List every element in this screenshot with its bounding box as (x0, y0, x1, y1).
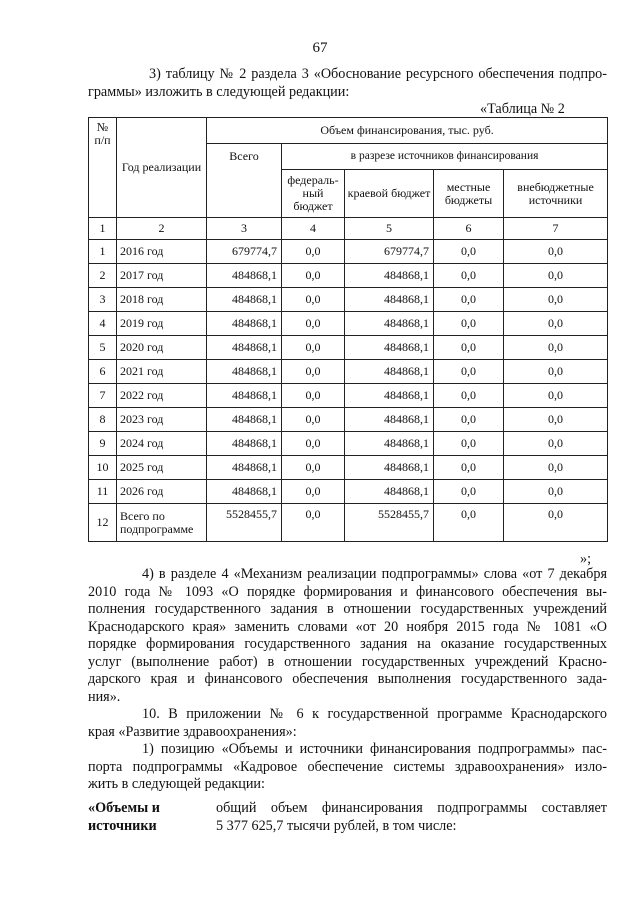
cell-federal: 0,0 (282, 480, 345, 504)
header-num: № п/п (89, 118, 117, 218)
header-year: Год реализации (117, 118, 207, 218)
cell-regional: 484868,1 (345, 264, 434, 288)
cell-federal: 0,0 (282, 384, 345, 408)
table-row (89, 336, 608, 360)
cell-total: 484868,1 (207, 288, 282, 312)
para4-line: 4) в разделе 4 «Механизм реализации подпрограммы» слова «от 7 декабря (142, 566, 607, 582)
para1-line: жить в следующей редакции: (88, 776, 265, 792)
para4-line: дарского края и финансового обеспечения выполнения государственного зада- (88, 671, 607, 687)
cell-regional: 484868,1 (345, 336, 434, 360)
cell-extra: 0,0 (504, 384, 608, 408)
passport-value-line: 5 377 625,7 тысячи рублей, в том числе: (216, 817, 457, 834)
table-row (89, 408, 608, 432)
cell-local: 0,0 (434, 456, 504, 480)
cell-local: 0,0 (434, 432, 504, 456)
cell-year: 2020 год (117, 336, 207, 360)
cell-extra: 0,0 (504, 336, 608, 360)
header-extra: внебюджетные источники (504, 170, 608, 218)
colnum-1: 1 (89, 218, 117, 240)
cell-n: 1 (89, 240, 117, 264)
cell-total: 484868,1 (207, 432, 282, 456)
para4-line: порядке формирования государственного задания на оказание государственных (88, 636, 607, 652)
cell-year: 2016 год (117, 240, 207, 264)
cell-local: 0,0 (434, 384, 504, 408)
cell-n: 5 (89, 336, 117, 360)
cell-federal: 0,0 (282, 456, 345, 480)
table-row (89, 288, 608, 312)
cell-total: 484868,1 (207, 264, 282, 288)
cell-regional: 484868,1 (345, 360, 434, 384)
total-row-local: 0,0 (434, 504, 504, 542)
total-row-regional: 5528455,7 (345, 504, 434, 542)
header-regional: краевой бюджет (345, 170, 434, 218)
table-caption: «Таблица № 2 (480, 101, 565, 117)
cell-regional: 484868,1 (345, 384, 434, 408)
table-row (89, 432, 608, 456)
paragraph-4 (88, 566, 607, 706)
table-row (89, 456, 608, 480)
header-funding: Объем финансирования, тыс. руб. (207, 118, 608, 144)
header-federal: федераль-ный бюджет (282, 170, 345, 218)
para4-line: Краснодарского края» заменить словами «от 20 ноября 2015 года № 1081 «О (88, 618, 607, 635)
cell-year: 2026 год (117, 480, 207, 504)
cell-total: 484868,1 (207, 408, 282, 432)
para4-line: полнения государственного задания в отношении государственных учреждений (88, 601, 607, 617)
cell-extra: 0,0 (504, 360, 608, 384)
passport-value-line: общий объем финансирования подпрограммы составляет (216, 800, 607, 816)
cell-year: 2022 год (117, 384, 207, 408)
cell-extra: 0,0 (504, 432, 608, 456)
intro-line-1: 3) таблицу № 2 раздела 3 «Обоснование ресурсного обеспечения подпро- (149, 66, 607, 82)
cell-total: 484868,1 (207, 336, 282, 360)
cell-extra: 0,0 (504, 288, 608, 312)
table-row (89, 480, 608, 504)
resource-table (88, 117, 608, 542)
cell-federal: 0,0 (282, 240, 345, 264)
table-row (89, 384, 608, 408)
intro-line-2: граммы» изложить в следующей редакции: (88, 84, 350, 100)
cell-year: 2024 год (117, 432, 207, 456)
total-row-total: 5528455,7 (207, 504, 282, 542)
cell-regional: 484868,1 (345, 312, 434, 336)
cell-year: 2018 год (117, 288, 207, 312)
cell-local: 0,0 (434, 288, 504, 312)
header-local: местные бюджеты (434, 170, 504, 218)
para10-line: 10. В приложении № 6 к государственной программе Краснодарского (142, 706, 607, 722)
total-row-label: Всего по подпрограмме (117, 504, 207, 542)
cell-n: 4 (89, 312, 117, 336)
cell-local: 0,0 (434, 480, 504, 504)
colnum-4: 4 (282, 218, 345, 240)
para4-line: 2010 года № 1093 «О порядке формирования и финансового обеспечения вы- (88, 583, 607, 600)
cell-federal: 0,0 (282, 264, 345, 288)
cell-year: 2021 год (117, 360, 207, 384)
cell-extra: 0,0 (504, 240, 608, 264)
cell-federal: 0,0 (282, 432, 345, 456)
passport-label-line: источники (88, 817, 157, 834)
colnum-5: 5 (345, 218, 434, 240)
para10-line: края «Развитие здравоохранения»: (88, 723, 297, 740)
total-row-federal: 0,0 (282, 504, 345, 542)
page-number: 67 (312, 40, 328, 56)
cell-total: 484868,1 (207, 384, 282, 408)
cell-local: 0,0 (434, 336, 504, 360)
cell-local: 0,0 (434, 360, 504, 384)
cell-federal: 0,0 (282, 312, 345, 336)
colnum-7: 7 (504, 218, 608, 240)
cell-regional: 484868,1 (345, 288, 434, 312)
cell-local: 0,0 (434, 408, 504, 432)
header-by-source: в разрезе источников финансирования (282, 144, 608, 170)
cell-year: 2025 год (117, 456, 207, 480)
cell-regional: 484868,1 (345, 432, 434, 456)
cell-n: 9 (89, 432, 117, 456)
cell-regional: 484868,1 (345, 408, 434, 432)
cell-local: 0,0 (434, 312, 504, 336)
passport-label (88, 800, 208, 835)
para4-line: услуг (выполнение работ) в отношении государственных учреждений Красно- (88, 653, 607, 670)
cell-n: 3 (89, 288, 117, 312)
cell-regional: 484868,1 (345, 480, 434, 504)
paragraph-1 (88, 741, 607, 794)
table-body (89, 240, 608, 504)
table-end-mark: »; (580, 551, 592, 567)
cell-total: 679774,7 (207, 240, 282, 264)
para1-line: порта подпрограммы «Кадровое обеспечение системы здравоохранения» изло- (88, 758, 607, 775)
cell-n: 10 (89, 456, 117, 480)
cell-n: 11 (89, 480, 117, 504)
colnum-2: 2 (117, 218, 207, 240)
cell-federal: 0,0 (282, 336, 345, 360)
cell-n: 2 (89, 264, 117, 288)
cell-local: 0,0 (434, 264, 504, 288)
cell-extra: 0,0 (504, 480, 608, 504)
passport-value (216, 800, 607, 835)
cell-year: 2023 год (117, 408, 207, 432)
cell-extra: 0,0 (504, 264, 608, 288)
table-row (89, 240, 608, 264)
cell-federal: 0,0 (282, 288, 345, 312)
cell-extra: 0,0 (504, 456, 608, 480)
header-total: Всего (207, 144, 282, 218)
cell-year: 2017 год (117, 264, 207, 288)
total-row-extra: 0,0 (504, 504, 608, 542)
cell-total: 484868,1 (207, 456, 282, 480)
cell-federal: 0,0 (282, 408, 345, 432)
cell-extra: 0,0 (504, 312, 608, 336)
cell-total: 484868,1 (207, 360, 282, 384)
colnum-6: 6 (434, 218, 504, 240)
cell-year: 2019 год (117, 312, 207, 336)
cell-total: 484868,1 (207, 312, 282, 336)
para4-line: ния». (88, 688, 121, 705)
cell-extra: 0,0 (504, 408, 608, 432)
cell-total: 484868,1 (207, 480, 282, 504)
cell-regional: 679774,7 (345, 240, 434, 264)
cell-federal: 0,0 (282, 360, 345, 384)
passport-label-line: «Объемы и (88, 800, 160, 816)
cell-n: 7 (89, 384, 117, 408)
cell-n: 6 (89, 360, 117, 384)
colnum-3: 3 (207, 218, 282, 240)
para1-line: 1) позицию «Объемы и источники финансирования подпрограммы» пас- (142, 741, 607, 757)
table-row (89, 264, 608, 288)
cell-local: 0,0 (434, 240, 504, 264)
cell-n: 8 (89, 408, 117, 432)
total-row-num: 12 (89, 504, 117, 542)
table-row (89, 312, 608, 336)
paragraph-10 (88, 706, 607, 741)
cell-regional: 484868,1 (345, 456, 434, 480)
table-row (89, 360, 608, 384)
